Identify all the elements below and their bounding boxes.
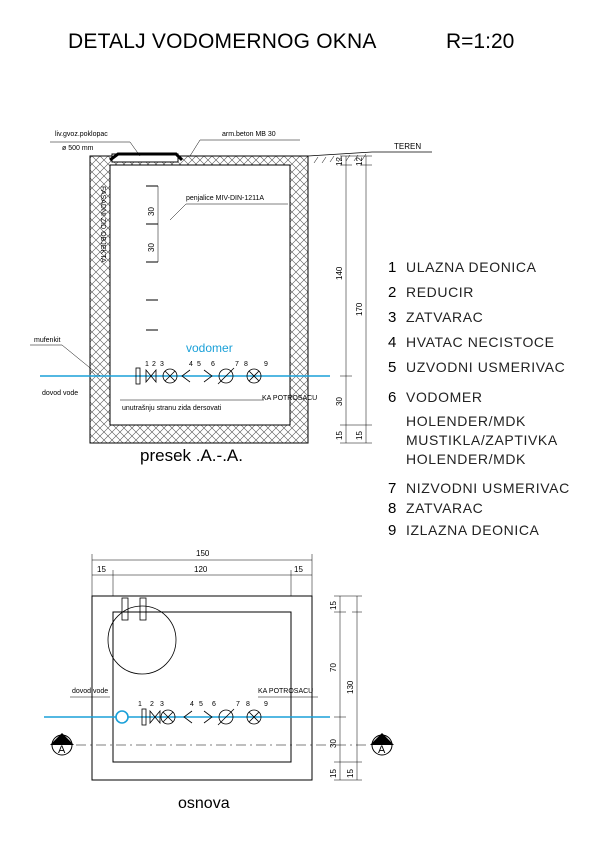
section-caption: presek .A.-.A.: [140, 446, 243, 465]
legend-text-5: UZVODNI USMERIVAC: [406, 359, 566, 375]
legend-num-5: 5: [388, 359, 397, 376]
section-num-4: 4: [189, 361, 193, 368]
plan-view: [44, 549, 394, 812]
plan-dim-wall-left: 15: [97, 565, 106, 574]
inlet-label: dovod vode: [42, 390, 79, 397]
section-marker-left-label: A: [58, 744, 66, 756]
plan-dim-inner-upper: 70: [329, 663, 338, 672]
ladder-dim-a: 30: [147, 207, 156, 216]
outlet-label: KA POTROSACU: [262, 395, 318, 402]
terrain-label: TEREN: [394, 142, 422, 151]
concrete-label: arm.beton MB 30: [222, 131, 276, 138]
legend-text-3: ZATVARAC: [406, 309, 484, 325]
terrain-line: [308, 152, 372, 156]
section-marker-right-label: A: [378, 744, 386, 756]
plan-num-7: 7: [236, 701, 240, 708]
dim-upper: 140: [335, 266, 344, 280]
plan-num-5: 5: [199, 701, 203, 708]
section-num-1: 1: [145, 361, 149, 368]
plan-dim-wall-bottom-outer: 15: [346, 769, 355, 778]
section-marker-left: [50, 733, 74, 756]
dim-floor-outer: 15: [355, 431, 364, 440]
legend-num-6: 6: [388, 389, 397, 406]
plan-dim-inner-lower: 30: [329, 739, 338, 748]
legend-num-3: 3: [388, 309, 397, 326]
section-num-9: 9: [264, 361, 268, 368]
legend-text-1: ULAZNA DEONICA: [406, 259, 537, 275]
plan-sleeve-icon: [116, 711, 128, 723]
legend-text-8: ZATVARAC: [406, 500, 484, 516]
legend-text-7: NIZVODNI USMERIVAC: [406, 480, 570, 496]
section-num-7: 7: [235, 361, 239, 368]
plan-dim-wall-top: 15: [329, 601, 338, 610]
legend-sub-6c: HOLENDER/MDK: [406, 451, 526, 467]
dim-floor: 15: [335, 431, 344, 440]
plan-dim-width-total: 150: [196, 549, 210, 558]
legend-num-7: 7: [388, 480, 397, 497]
section-dims: [340, 156, 372, 443]
legend-text-6: VODOMER: [406, 389, 483, 405]
cover-label: liv.gvoz.poklopac: [55, 131, 108, 138]
dim-top-slab-outer: 12: [355, 157, 364, 166]
plan-num-1: 1: [138, 701, 142, 708]
drawing-scale: R=1:20: [446, 30, 515, 53]
dim-pipe-height: 30: [335, 397, 344, 406]
sleeve-label: mufenkit: [34, 337, 61, 344]
dim-top-slab: 12: [335, 157, 344, 166]
plan-num-3: 3: [160, 701, 164, 708]
wall-label: FASADNI ZID OBJEKTA: [99, 186, 106, 263]
plan-dims-horizontal: [92, 554, 312, 596]
plan-num-8: 8: [246, 701, 250, 708]
section-num-3: 3: [160, 361, 164, 368]
legend-num-1: 1: [388, 259, 397, 276]
legend-text-9: IZLAZNA DEONICA: [406, 522, 540, 538]
section-num-5: 5: [197, 361, 201, 368]
seal-note: unutrašnju stranu zida dersovati: [122, 405, 222, 412]
legend-num-2: 2: [388, 284, 397, 301]
ladder-label: penjalice MIV-DIN-1211A: [186, 195, 265, 202]
plan-num-9: 9: [264, 701, 268, 708]
plan-dim-wall-right: 15: [294, 565, 303, 574]
cover-size-label: ø 500 mm: [62, 145, 94, 152]
ladder-leader: [170, 204, 186, 220]
legend-sub-6b: MUSTIKLA/ZAPTIVKA: [406, 432, 558, 448]
ladder-dim-b: 30: [147, 243, 156, 252]
section-marker-right: [370, 733, 394, 756]
plan-num-4: 4: [190, 701, 194, 708]
legend-num-4: 4: [388, 334, 397, 351]
section-num-8: 8: [244, 361, 248, 368]
plan-dim-depth-total: 130: [346, 680, 355, 694]
legend-num-9: 9: [388, 522, 397, 539]
legend-num-8: 8: [388, 500, 397, 517]
plan-dim-wall-bottom: 15: [329, 769, 338, 778]
concrete-leader-tail: [190, 140, 200, 156]
plan-inlet-label: dovod vode: [72, 688, 109, 695]
section-num-6: 6: [211, 361, 215, 368]
plan-num-6: 6: [212, 701, 216, 708]
legend: [388, 259, 570, 539]
plan-num-2: 2: [150, 701, 154, 708]
plan-caption: osnova: [178, 795, 230, 812]
legend-text-2: REDUCIR: [406, 284, 474, 300]
plan-dim-inner-width: 120: [194, 565, 208, 574]
section-view: [30, 131, 432, 465]
legend-sub-6a: HOLENDER/MDK: [406, 413, 526, 429]
plan-outlet-label: KA POTROSACU: [258, 688, 314, 695]
dim-total: 170: [355, 302, 364, 316]
section-num-2: 2: [152, 361, 156, 368]
drawing-title: DETALJ VODOMERNOG OKNA: [68, 30, 377, 53]
legend-text-4: HVATAC NECISTOCE: [406, 334, 555, 350]
meter-label: vodomer: [186, 341, 233, 355]
